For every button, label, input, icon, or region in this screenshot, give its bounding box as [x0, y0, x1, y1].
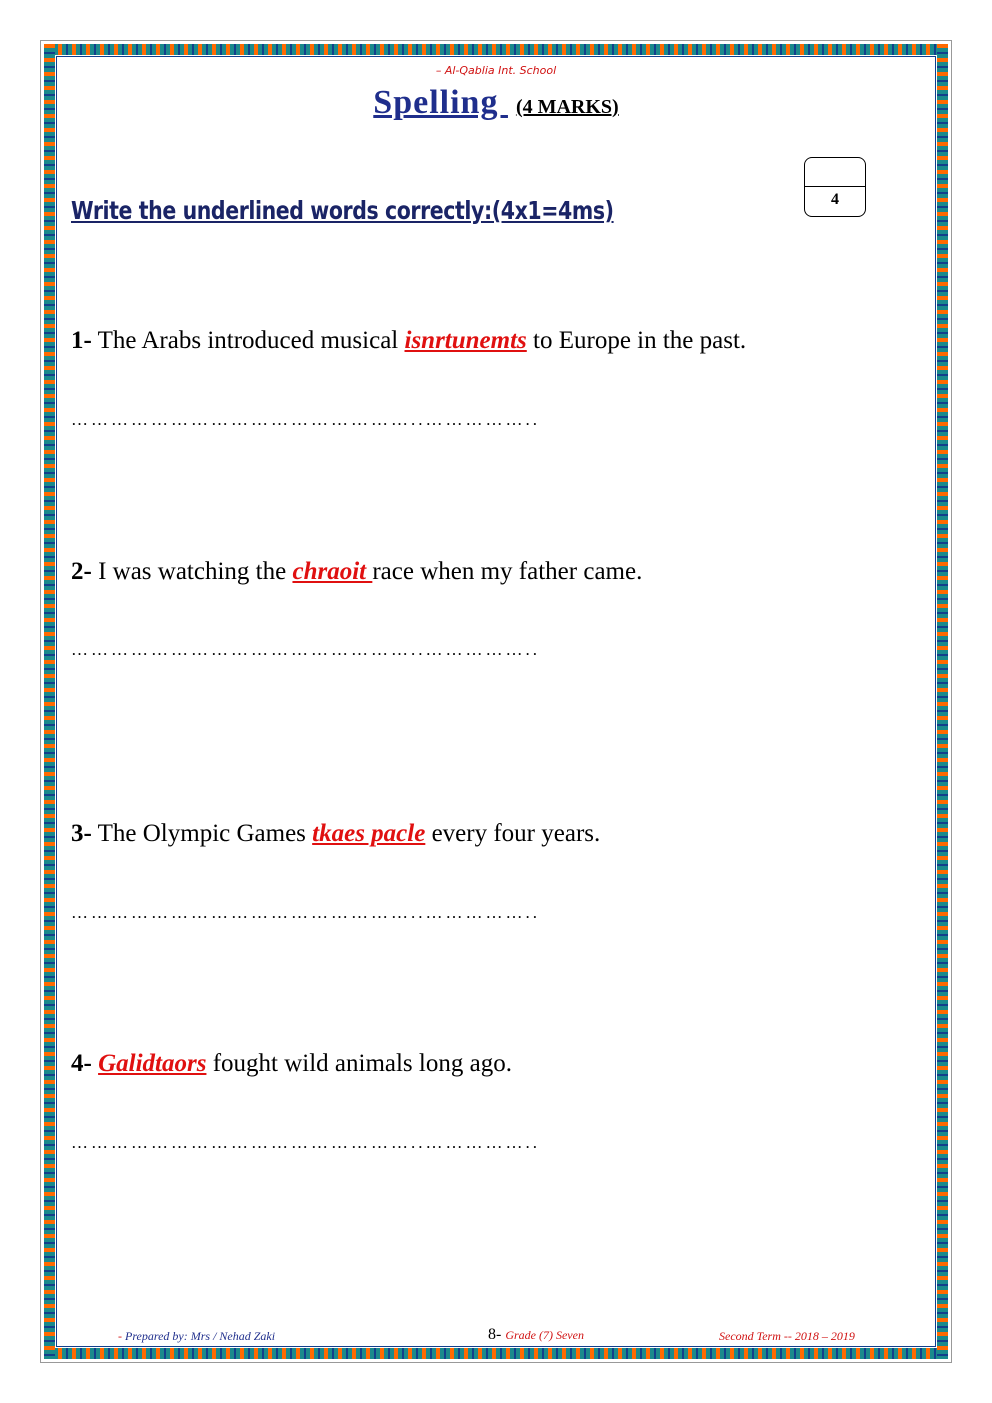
question-number: 1- — [71, 327, 92, 354]
answer-line-2[interactable]: ……………………………………………..…………….. — [71, 640, 540, 659]
answer-line-3[interactable]: ……………………………………………..…………….. — [71, 903, 540, 922]
answer-line-4[interactable]: ……………………………………………..…………….. — [71, 1133, 540, 1152]
misspelled-word: isnrtunemts — [404, 327, 527, 354]
border-left — [44, 44, 55, 1359]
footer-author-text: Prepared by: Mrs / Nehad Zaki — [125, 1329, 276, 1343]
question-text-before: The Olympic Games — [91, 820, 313, 847]
question-text-before: The Arabs introduced musical — [91, 327, 405, 354]
question-1 — [71, 327, 746, 355]
footer-dash: - — [118, 1329, 125, 1343]
border-top — [44, 44, 948, 55]
border-right — [937, 44, 948, 1359]
border-bottom — [44, 1348, 948, 1359]
footer-term: Second Term -- 2018 – 2019 — [719, 1329, 855, 1343]
footer-author — [118, 1329, 275, 1344]
question-3 — [71, 820, 600, 848]
page-number: 8- — [488, 1326, 502, 1343]
inner-frame — [56, 56, 936, 1347]
misspelled-word: Galidtaors — [98, 1050, 207, 1077]
score-box — [804, 157, 866, 217]
score-divider — [805, 186, 865, 187]
footer-page — [488, 1326, 584, 1344]
misspelled-word: chraoit — [292, 558, 373, 585]
school-name: – Al-Qablia Int. School — [435, 64, 557, 77]
question-number: 3- — [71, 820, 92, 847]
misspelled-word: tkaes pacle — [312, 820, 426, 847]
title-marks: (4 MARKS) — [515, 96, 619, 118]
answer-line-1[interactable]: ……………………………………………..…………….. — [71, 410, 540, 429]
instruction: Write the underlined words correctly:(4x1=4ms) — [71, 196, 614, 225]
question-2 — [71, 558, 642, 586]
question-number: 2- — [71, 558, 92, 585]
title-row — [0, 84, 992, 122]
question-4 — [71, 1050, 512, 1078]
score-value: 4 — [831, 191, 839, 208]
page-title: Spelling — [373, 84, 508, 121]
question-text-after: race when my father came. — [372, 558, 643, 585]
question-text-after: every four years. — [425, 820, 601, 847]
question-text-before: I was watching the — [91, 558, 293, 585]
question-text-after: to Europe in the past. — [526, 327, 747, 354]
question-text-after: fought wild animals long ago. — [206, 1050, 512, 1077]
question-number: 4- — [71, 1050, 92, 1077]
footer-grade: Grade (7) Seven — [505, 1328, 584, 1342]
